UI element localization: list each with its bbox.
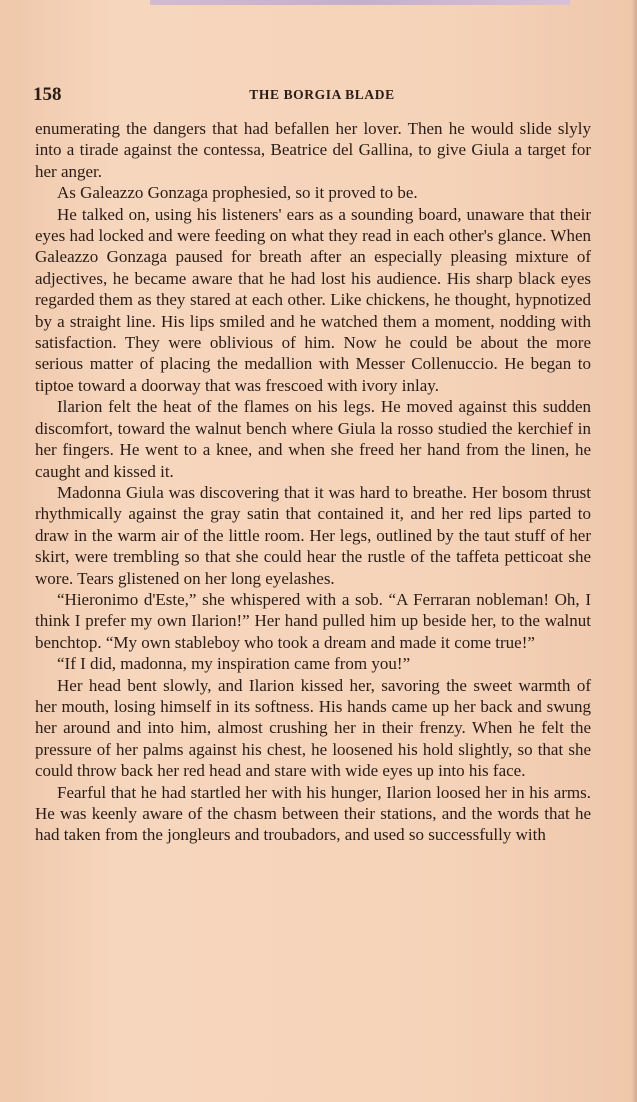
paragraph-9: Fearful that he had startled her with his hunger, Ilarion loosed her in his arms. He was keenly aware of the chasm between their stations, and the words that he had taken from the jongleurs and troubadors, and used so successfully with — [35, 782, 591, 845]
running-title: THE BORGIA BLADE — [249, 87, 395, 102]
paragraph-1: enumerating the dangers that had befallen her lover. Then he would slide slyly into a tirade against the contessa, Beatrice del Gallina, to give Giula a target for her anger. — [35, 119, 591, 181]
page-edge-strip — [150, 0, 570, 5]
paragraph-8: Her head bent slowly, and Ilarion kissed her, savoring the sweet warmth of her mouth, losing himself in its softness. His hands came up her back and swung her around and into him, almost crushing her in their frenzy. When he felt the pressure of her palms against his chest, he loosened his hold slightly, so that she could throw back her red head and stare with wide eyes up into his face. — [35, 675, 591, 781]
page-header — [33, 84, 591, 108]
body-text — [35, 118, 591, 846]
paragraph-6: “Hieronimo d'Este,” she whispered with a sob. “A Ferraran nobleman! Oh, I think I prefer my own Ilarion!” Her hand pulled him up beside her, to the walnut benchtop. “My own stableboy who took a dream and made it come true!” — [35, 589, 591, 652]
page-shadow — [631, 0, 637, 1102]
paragraph-2: As Galeazzo Gonzaga prophesied, so it proved to be. — [57, 183, 418, 203]
page-number: 158 — [33, 84, 62, 105]
paragraph-3: He talked on, using his listeners' ears as a sounding board, unaware that their eyes had locked and were feeding on what they read in each other's glance. When Galeazzo Gonzaga paused for breath after an especially pleasing mixture of adjectives, he became aware that he had lost his audience. His sharp black eyes regarded them as they stared at each other. Like chickens, he thought, hypnotized by a straight line. His lips smiled and he watched them a moment, nodding with satisfaction. They were oblivious of him. Now he could be about the more serious matter of placing the medallion with Messer Collenuccio. He began to tiptoe toward a doorway that was frescoed with ivory inlay. — [35, 204, 591, 395]
paragraph-7: “If I did, madonna, my inspiration came from you!” — [57, 654, 411, 674]
paragraph-4: Ilarion felt the heat of the flames on his legs. He moved against this sudden discomfort, toward the walnut bench where Giula la rosso studied the kerchief in her fingers. He went to a knee, and when she freed her hand from the linen, he caught and kissed it. — [35, 397, 591, 481]
paragraph-5: Madonna Giula was discovering that it was hard to breathe. Her bosom thrust rhythmically against the gray satin that contained it, and her red lips parted to draw in the warm air of the little room. Her legs, outlined by the taut stuff of her skirt, were trembling so that she could hear the rustle of the taffeta petticoat she wore. Tears glistened on her long eyelashes. — [35, 482, 591, 588]
